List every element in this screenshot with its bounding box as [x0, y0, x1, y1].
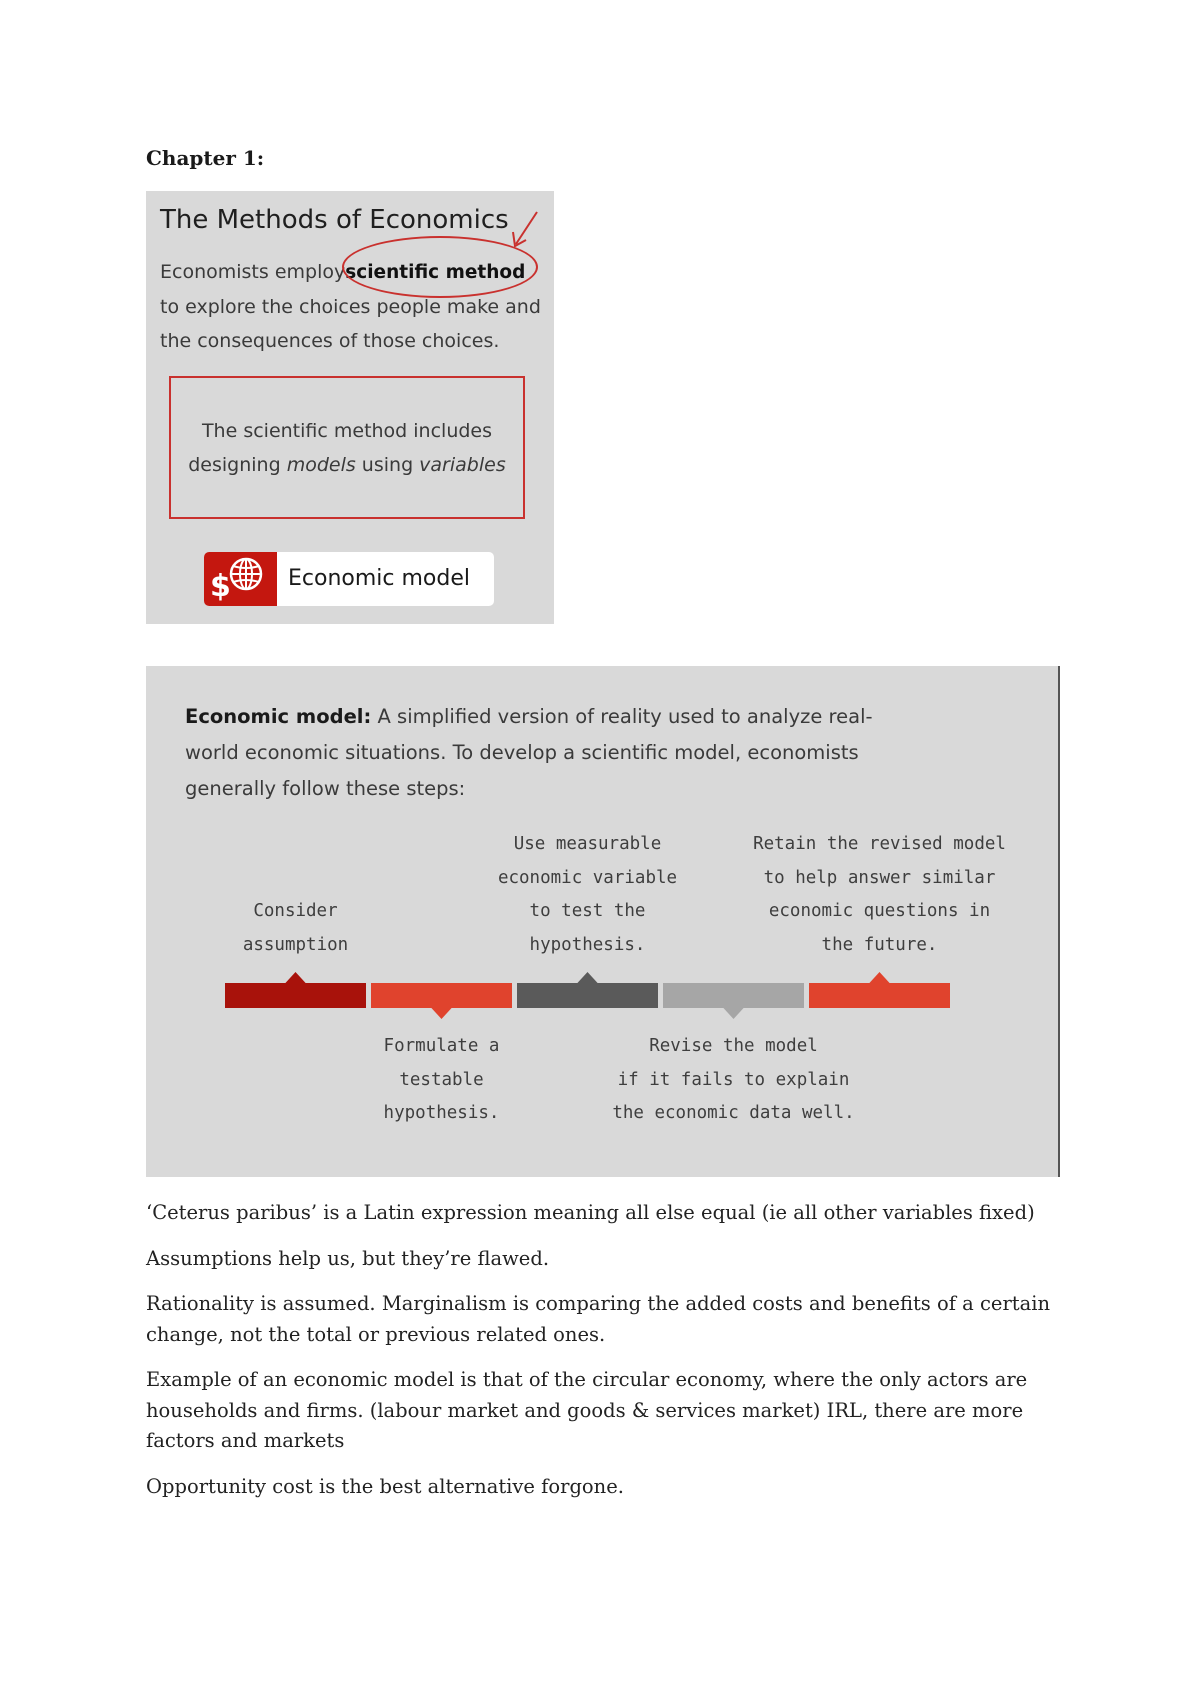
methods-of-economics-slide — [146, 191, 554, 624]
step-bar-2 — [371, 983, 512, 1008]
step-bar-4 — [663, 983, 804, 1008]
step-4-line-3: the economic data well. — [612, 1103, 855, 1123]
definition-term: Economic model: — [185, 705, 372, 728]
para-line1-pre: Economists employ — [160, 261, 346, 283]
step-pointer-5 — [869, 972, 891, 984]
definition-line1: A simplified version of reality used to analyze real- — [371, 705, 873, 728]
step-5-line-3: economic questions in — [768, 901, 991, 921]
note-rationality-line2: change, not the total or previous related ones. — [146, 1322, 606, 1346]
note-example-line1: Example of an economic model is that of the circular economy, where the only actors are — [146, 1368, 1028, 1391]
scientific-method-term: scientific method — [345, 262, 526, 283]
slide-title: The Methods of Economics — [160, 205, 509, 235]
step-bar-1 — [225, 983, 366, 1008]
step-3-line-3: to test the — [529, 901, 646, 921]
note-rationality-line1: Rationality is assumed. Marginalism is comparing the added costs and benefits of a certain — [146, 1292, 1051, 1315]
note-economic-model-example — [146, 1365, 1066, 1457]
step-pointer-2 — [431, 1007, 453, 1019]
callout-models: models — [286, 453, 356, 476]
note-assumptions: Assumptions help us, but they’re flawed. — [146, 1246, 550, 1270]
svg-text:$: $ — [210, 569, 231, 604]
step-label-3 — [458, 828, 718, 962]
economic-model-badge — [204, 552, 494, 606]
chapter-heading: Chapter 1: — [146, 146, 265, 170]
red-arrow-icon — [510, 210, 540, 252]
badge-label: Economic model — [288, 566, 470, 591]
economic-model-steps-slide — [146, 666, 1060, 1177]
note-ceterus-paribus: ‘Ceterus paribus’ is a Latin expression meaning all else equal (ie all other variables fixed) — [146, 1201, 1035, 1224]
note-rationality — [146, 1289, 1066, 1350]
highlight-ellipse — [342, 236, 538, 298]
step-label-2 — [312, 1030, 572, 1131]
callout-variables: variables — [419, 453, 506, 476]
step-2-line-3: hypothesis. — [383, 1103, 500, 1123]
step-5-line-1: Retain the revised model — [753, 834, 1006, 854]
callout-text-a: designing — [188, 453, 287, 476]
step-3-line-1: Use measurable — [513, 834, 662, 854]
step-label-1 — [166, 895, 426, 962]
para-line2: to explore the choices people make and — [160, 296, 541, 318]
step-label-4 — [604, 1030, 864, 1131]
step-5-line-2: to help answer similar — [763, 867, 996, 888]
callout-line1: The scientific method includes — [201, 419, 493, 442]
definition-line2: world economic situations. To develop a scientific model, economists — [185, 741, 859, 764]
step-3-line-2: economic variable — [497, 867, 678, 888]
chapter-notes — [146, 1198, 1066, 1517]
step-3-line-4: hypothesis. — [529, 934, 646, 955]
step-2-line-1: Formulate a — [383, 1036, 500, 1056]
step-4-line-2: if it fails to explain — [617, 1069, 850, 1090]
note-example-line3: factors and markets — [146, 1429, 345, 1452]
step-1-line-1: Consider — [253, 901, 338, 921]
para-line3: the consequences of those choices. — [160, 330, 500, 352]
step-5-line-4: the future. — [821, 934, 938, 955]
step-4-line-1: Revise the model — [649, 1036, 818, 1056]
note-example-line2: households and firms. (labour market and goods & services market) IRL, there are more — [146, 1398, 1024, 1422]
step-pointer-3 — [577, 972, 599, 984]
step-2-line-2: testable — [399, 1069, 484, 1090]
step-1-line-2: assumption — [242, 934, 349, 955]
callout-text-c: using — [355, 453, 420, 476]
step-bar-5 — [809, 983, 950, 1008]
definition-line3: generally follow these steps: — [185, 777, 466, 800]
step-bar-3 — [517, 983, 658, 1008]
step-pointer-1 — [285, 972, 307, 984]
dollar-globe-icon — [204, 552, 277, 606]
step-pointer-4 — [723, 1007, 745, 1019]
callout-line2 — [188, 448, 505, 482]
note-opportunity-cost: Opportunity cost is the best alternative forgone. — [146, 1474, 624, 1498]
scientific-method-callout — [169, 376, 525, 519]
step-label-5 — [750, 828, 1010, 962]
